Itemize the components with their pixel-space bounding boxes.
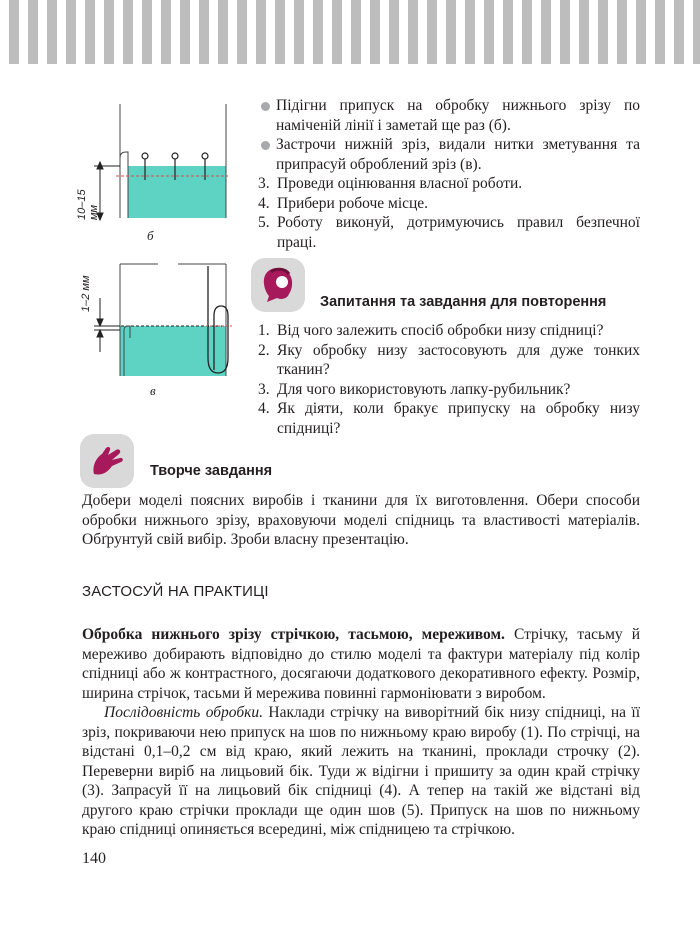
fabric-fill: [120, 166, 226, 218]
bullet-dot-icon: [261, 102, 270, 111]
creative-text: Добери моделі поясних виробів і тканини для їх виготовлення. Обери способи обробки нижнього зрізу, враховуючи моделі спідниць та властивості матеріалів. Обґрунтуй свій вибір. Зроби власну презентацію.: [82, 492, 640, 548]
steps-top: [258, 96, 640, 252]
figure-b-dim-label: 10–15 мм: [76, 189, 100, 220]
step-item: 5. Роботу виконуй, дотримуючись правил безпечної праці.: [258, 214, 640, 251]
girl-face-icon: [251, 258, 305, 312]
questions-heading: Запитання та завдання для повторення: [320, 294, 607, 310]
step-bullet: Підігни припуск на обробку нижнього зрізу по наміченій лінії і заметай ще раз (б).: [258, 96, 640, 135]
section-title: ЗАСТОСУЙ НА ПРАКТИЦІ: [82, 583, 269, 600]
hand-drawing-icon: [80, 434, 134, 488]
figure-b: [78, 100, 238, 250]
question-item: 3. Для чого використовують лапку-рубильник?: [258, 380, 571, 398]
page-number: 140: [82, 850, 106, 867]
header-stripes: [0, 0, 700, 64]
figure-v: [78, 258, 238, 383]
question-item: 4. Як діяти, коли бракує припуску на обробку низу спідниці?: [258, 400, 640, 437]
hem-fold: [120, 152, 128, 218]
practice-paragraph-2: Послідовність обробки. Наклади стрічку на виворітний бік низу спідниці, на її зріз, покриваючи нею припуск на шов по нижньому краю виробу (1). По стрічці, на відстані 0,1–0,2 см від краю, який лежить на тканині, проклади строчку (2). Переверни виріб на лицьовий бік. Туди ж відігни і пришитy за один край стрічку (3). Запрасуй її на лицьовий бік спідниці (4). А тепер на такій же відстані від другого краю стрічки проклади ще один шов (5). Припуск на шов по нижньому краю спідниці опиняється всередині, між спідницею та стрічкою.: [82, 704, 641, 838]
step-item: 3. Проведи оцінювання власної роботи.: [258, 175, 523, 192]
question-item: 1. Від чого залежить спосіб обробки низу спідниці?: [258, 322, 604, 339]
question-item: 2. Яку обробку низу застосовують для дуже тонких тканин?: [258, 341, 640, 378]
step-item: 4. Прибери робоче місце.: [258, 194, 429, 212]
step-bullet: Застрочи нижній зріз, видали нитки зметування та припрасуй оброблений зріз (в).: [258, 135, 640, 174]
questions-list: [258, 321, 640, 438]
figure-v-dim-label: 1–2 мм: [80, 275, 92, 312]
bullet-dot-icon: [261, 141, 270, 150]
creative-heading: Творче завдання: [150, 463, 273, 479]
practice-paragraph-1: Обробка нижнього зрізу стрічкою, тасьмою, мереживом. Стрічку, тасьму й мереживо добирають відповідно до стилю моделі та фактури матеріалу під колір спідниці або ж контрастного, досягаючи додаткового декоративного ефекту. Розмір, ширина стрічок, тасьми й мережива повинні гармоніювати з виробом.: [82, 626, 640, 702]
figure-b-caption: б: [147, 228, 154, 243]
figure-v-caption: в: [150, 383, 156, 398]
